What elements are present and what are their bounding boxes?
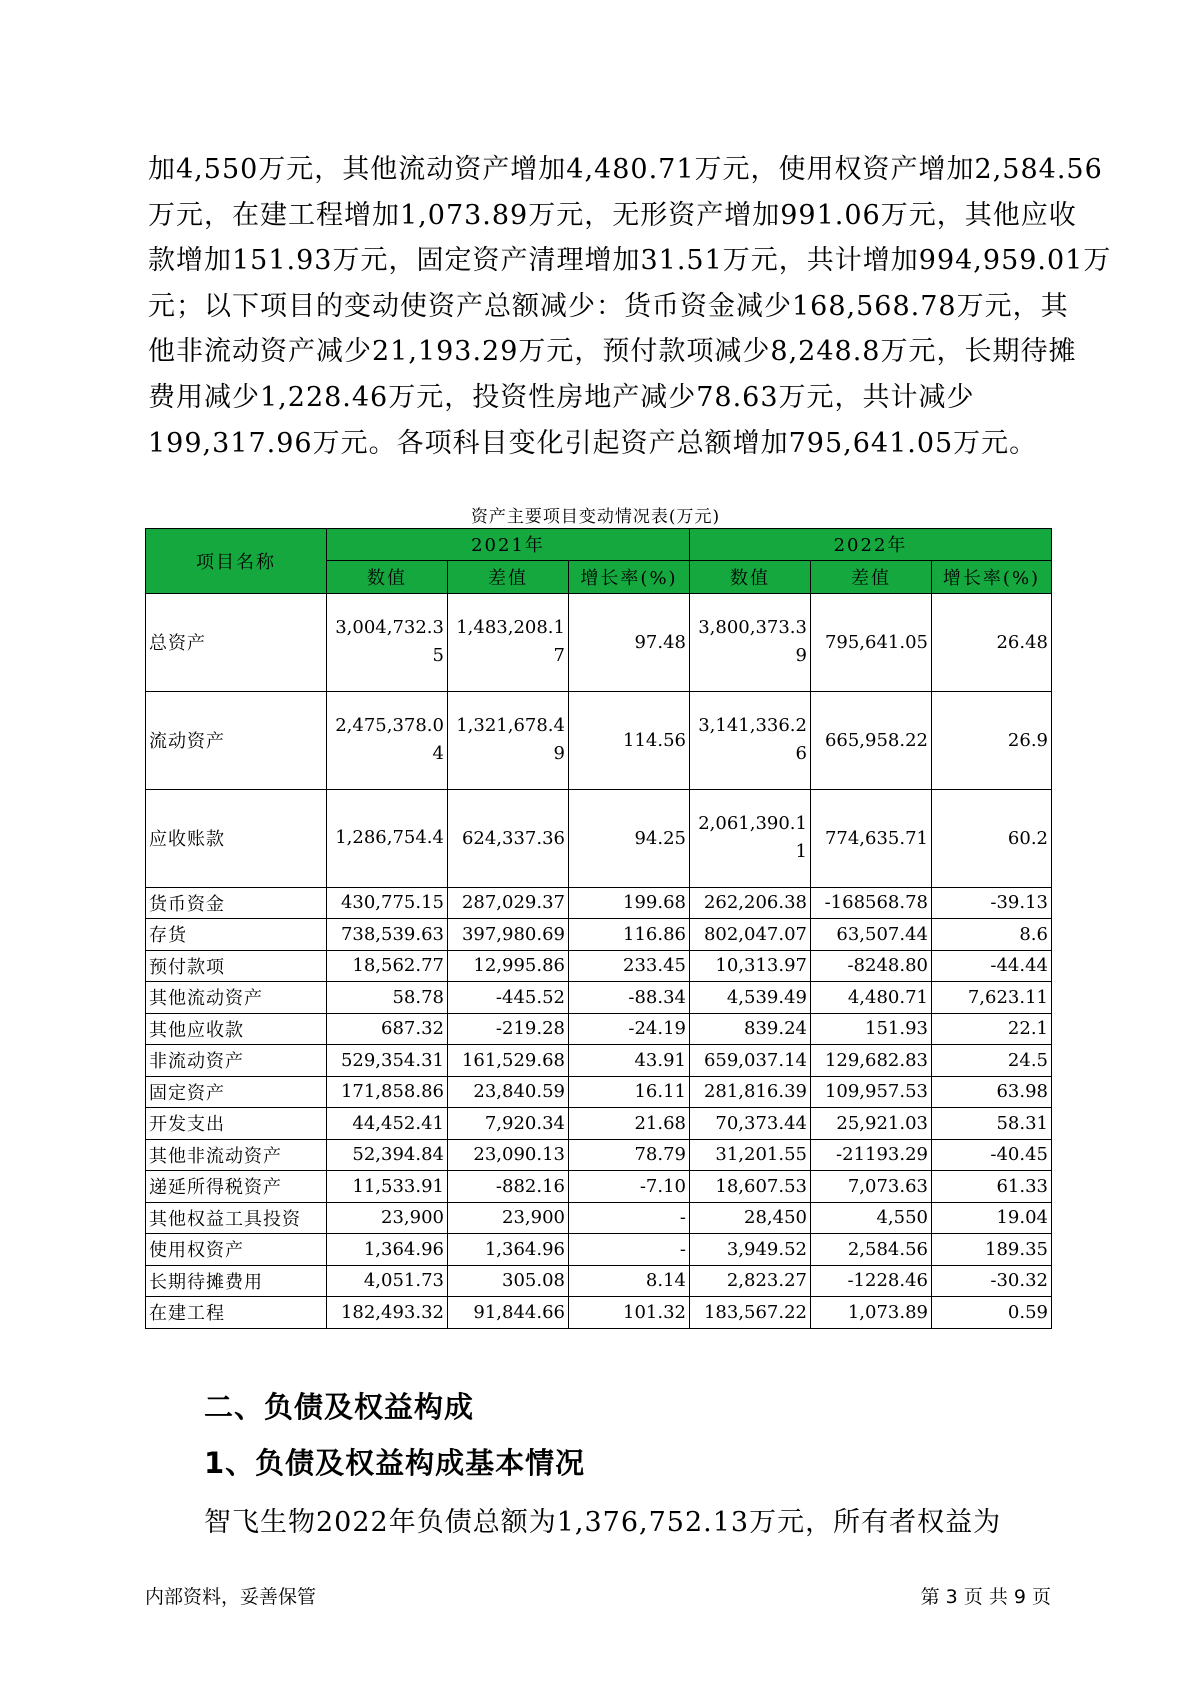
value-cell: 91,844.66	[448, 1297, 569, 1329]
row-name-cell: 长期待摊费用	[146, 1265, 327, 1297]
value-cell: 4,480.71	[811, 982, 932, 1014]
value-cell: -21193.29	[811, 1139, 932, 1171]
value-cell: 4,539.49	[690, 982, 811, 1014]
paragraph-line: 他非流动资产减少21,193.29万元，预付款项减少8,248.8万元，长期待摊	[148, 336, 1077, 368]
value-cell: 43.91	[569, 1045, 690, 1077]
value-cell: 23,090.13	[448, 1139, 569, 1171]
table-row	[146, 982, 1052, 1014]
table-row	[146, 1139, 1052, 1171]
value-cell: 2,584.56	[811, 1234, 932, 1266]
value-cell: 281,816.39	[690, 1076, 811, 1108]
value-cell: 151.93	[811, 1013, 932, 1045]
row-name-cell: 其他非流动资产	[146, 1139, 327, 1171]
header-item-name: 项目名称	[146, 529, 327, 594]
row-name-cell: 递延所得税资产	[146, 1171, 327, 1203]
value-text: 1,483,208.17	[456, 617, 565, 666]
value-cell: 70,373.44	[690, 1108, 811, 1140]
value-cell: 31,201.55	[690, 1139, 811, 1171]
value-cell: 78.79	[569, 1139, 690, 1171]
value-cell: 10,313.97	[690, 950, 811, 982]
value-cell: 116.86	[569, 919, 690, 951]
value-cell: 287,029.37	[448, 887, 569, 919]
value-cell: 795,641.05	[811, 593, 932, 691]
value-cell: 63.98	[932, 1076, 1052, 1108]
value-cell: 802,047.07	[690, 919, 811, 951]
table-row	[146, 1202, 1052, 1234]
value-cell: 774,635.71	[811, 789, 932, 887]
value-cell: -882.16	[448, 1171, 569, 1203]
row-name-cell: 固定资产	[146, 1076, 327, 1108]
table-row	[146, 1013, 1052, 1045]
subheader-growth: 增长率(%)	[932, 560, 1052, 593]
row-name-cell: 使用权资产	[146, 1234, 327, 1266]
table-row	[146, 593, 1052, 691]
value-cell: 101.32	[569, 1297, 690, 1329]
paragraph-line: 199,317.96万元。各项科目变化引起资产总额增加795,641.05万元。	[148, 427, 1038, 459]
subheader-diff: 差值	[448, 560, 569, 593]
footer-left: 内部资料，妥善保管	[145, 1586, 317, 1608]
value-cell: 2,823.27	[690, 1265, 811, 1297]
subheader-value: 数值	[327, 560, 448, 593]
value-cell: 1,073.89	[811, 1297, 932, 1329]
value-cell: -24.19	[569, 1013, 690, 1045]
table-row	[146, 1234, 1052, 1266]
value-cell: 7,073.63	[811, 1171, 932, 1203]
value-cell: 624,337.36	[448, 789, 569, 887]
value-text: 1,286,754.4	[335, 827, 444, 848]
value-cell: 529,354.31	[327, 1045, 448, 1077]
value-cell: 171,858.86	[327, 1076, 448, 1108]
value-cell: 28,450	[690, 1202, 811, 1234]
value-cell: 21.68	[569, 1108, 690, 1140]
header-year-2021: 2021年	[327, 529, 690, 561]
paragraph-line: 元；以下项目的变动使资产总额减少：货币资金减少168,568.78万元，其	[148, 290, 1069, 322]
value-cell: 114.56	[569, 691, 690, 789]
subheader-diff: 差值	[811, 560, 932, 593]
value-cell: 94.25	[569, 789, 690, 887]
row-name-cell: 货币资金	[146, 887, 327, 919]
value-cell	[327, 789, 448, 887]
value-cell: -44.44	[932, 950, 1052, 982]
value-text: 1,321,678.49	[456, 715, 565, 764]
header-year-2022: 2022年	[690, 529, 1052, 561]
section-heading: 二、负债及权益构成	[204, 1390, 475, 1424]
value-cell: -7.10	[569, 1171, 690, 1203]
value-cell: 22.1	[932, 1013, 1052, 1045]
value-cell: 23,840.59	[448, 1076, 569, 1108]
value-cell: -1228.46	[811, 1265, 932, 1297]
table-row	[146, 1076, 1052, 1108]
paragraph-line: 费用减少1,228.46万元，投资性房地产减少78.63万元，共计减少	[148, 381, 975, 413]
value-text: 3,800,373.39	[698, 617, 807, 666]
table-row	[146, 1297, 1052, 1329]
value-cell: 4,051.73	[327, 1265, 448, 1297]
value-cell: 161,529.68	[448, 1045, 569, 1077]
value-cell: 189.35	[932, 1234, 1052, 1266]
value-cell: 109,957.53	[811, 1076, 932, 1108]
body-paragraph	[148, 147, 1112, 466]
value-cell: 183,567.22	[690, 1297, 811, 1329]
value-cell	[690, 691, 811, 789]
subsection-heading: 1、负债及权益构成基本情况	[204, 1446, 586, 1480]
value-cell	[448, 593, 569, 691]
footer-page-number: 第 3 页 共 9 页	[920, 1586, 1051, 1608]
row-name-cell: 其他应收款	[146, 1013, 327, 1045]
value-cell: 1,364.96	[327, 1234, 448, 1266]
value-cell	[448, 691, 569, 789]
table-row	[146, 1265, 1052, 1297]
table-row	[146, 789, 1052, 887]
table-row	[146, 691, 1052, 789]
value-cell: -88.34	[569, 982, 690, 1014]
value-text: 3,141,336.26	[698, 715, 807, 764]
row-name-cell: 非流动资产	[146, 1045, 327, 1077]
value-cell: 63,507.44	[811, 919, 932, 951]
row-name-cell: 预付款项	[146, 950, 327, 982]
value-cell: 0.59	[932, 1297, 1052, 1329]
value-cell: -168568.78	[811, 887, 932, 919]
value-cell: 262,206.38	[690, 887, 811, 919]
paragraph-line: 加4,550万元，其他流动资产增加4,480.71万元，使用权资产增加2,584.56	[148, 154, 1103, 185]
value-cell: -8248.80	[811, 950, 932, 982]
value-cell: 3,949.52	[690, 1234, 811, 1266]
value-cell: 61.33	[932, 1171, 1052, 1203]
value-cell: 23,900	[448, 1202, 569, 1234]
table-row	[146, 950, 1052, 982]
row-name-cell: 总资产	[146, 593, 327, 691]
value-cell: 18,562.77	[327, 950, 448, 982]
value-cell: 58.31	[932, 1108, 1052, 1140]
value-cell: 19.04	[932, 1202, 1052, 1234]
value-cell: 4,550	[811, 1202, 932, 1234]
value-cell: 44,452.41	[327, 1108, 448, 1140]
paragraph-line: 款增加151.93万元，固定资产清理增加31.51万元，共计增加994,959.01万	[148, 245, 1112, 277]
value-cell: 397,980.69	[448, 919, 569, 951]
value-cell: 8.14	[569, 1265, 690, 1297]
value-cell	[327, 691, 448, 789]
value-cell: -445.52	[448, 982, 569, 1014]
value-cell: 687.32	[327, 1013, 448, 1045]
table-caption: 资产主要项目变动情况表(万元)	[470, 507, 721, 527]
value-cell: 18,607.53	[690, 1171, 811, 1203]
subheader-value: 数值	[690, 560, 811, 593]
row-name-cell: 其他流动资产	[146, 982, 327, 1014]
value-cell: 60.2	[932, 789, 1052, 887]
value-cell: 233.45	[569, 950, 690, 982]
value-cell: 199.68	[569, 887, 690, 919]
value-cell: 305.08	[448, 1265, 569, 1297]
value-cell: 58.78	[327, 982, 448, 1014]
value-cell: 8.6	[932, 919, 1052, 951]
row-name-cell: 在建工程	[146, 1297, 327, 1329]
value-cell: -	[569, 1234, 690, 1266]
value-cell	[327, 593, 448, 691]
row-name-cell: 存货	[146, 919, 327, 951]
value-cell: -40.45	[932, 1139, 1052, 1171]
value-cell	[690, 789, 811, 887]
value-cell: 11,533.91	[327, 1171, 448, 1203]
value-cell: 7,920.34	[448, 1108, 569, 1140]
value-cell: 16.11	[569, 1076, 690, 1108]
value-cell: 665,958.22	[811, 691, 932, 789]
value-cell: 430,775.15	[327, 887, 448, 919]
value-cell: 1,364.96	[448, 1234, 569, 1266]
asset-change-table	[145, 528, 1052, 1329]
value-cell: 26.9	[932, 691, 1052, 789]
row-name-cell: 流动资产	[146, 691, 327, 789]
value-cell: 839.24	[690, 1013, 811, 1045]
value-cell: 7,623.11	[932, 982, 1052, 1014]
value-cell: 97.48	[569, 593, 690, 691]
value-cell: 52,394.84	[327, 1139, 448, 1171]
row-name-cell: 开发支出	[146, 1108, 327, 1140]
value-cell: -39.13	[932, 887, 1052, 919]
table-row	[146, 919, 1052, 951]
subheader-growth: 增长率(%)	[569, 560, 690, 593]
value-cell	[690, 593, 811, 691]
row-name-cell: 应收账款	[146, 789, 327, 887]
value-cell: -	[569, 1202, 690, 1234]
value-text: 3,004,732.35	[335, 617, 444, 666]
table-row	[146, 1171, 1052, 1203]
table-row	[146, 1108, 1052, 1140]
value-cell: -219.28	[448, 1013, 569, 1045]
table-row	[146, 1045, 1052, 1077]
value-cell: 182,493.32	[327, 1297, 448, 1329]
table-row	[146, 887, 1052, 919]
row-name-cell: 其他权益工具投资	[146, 1202, 327, 1234]
value-cell: -30.32	[932, 1265, 1052, 1297]
value-text: 2,061,390.11	[698, 813, 807, 862]
value-cell: 659,037.14	[690, 1045, 811, 1077]
value-text: 2,475,378.04	[335, 715, 444, 764]
value-cell: 25,921.03	[811, 1108, 932, 1140]
value-cell: 129,682.83	[811, 1045, 932, 1077]
body-paragraph-2: 智飞生物2022年负债总额为1,376,752.13万元，所有者权益为	[204, 1507, 1002, 1538]
table-body	[146, 593, 1052, 1328]
value-cell: 738,539.63	[327, 919, 448, 951]
value-cell: 12,995.86	[448, 950, 569, 982]
paragraph-line: 万元，在建工程增加1,073.89万元，无形资产增加991.06万元，其他应收	[148, 199, 1077, 231]
value-cell: 23,900	[327, 1202, 448, 1234]
value-cell: 24.5	[932, 1045, 1052, 1077]
value-cell: 26.48	[932, 593, 1052, 691]
